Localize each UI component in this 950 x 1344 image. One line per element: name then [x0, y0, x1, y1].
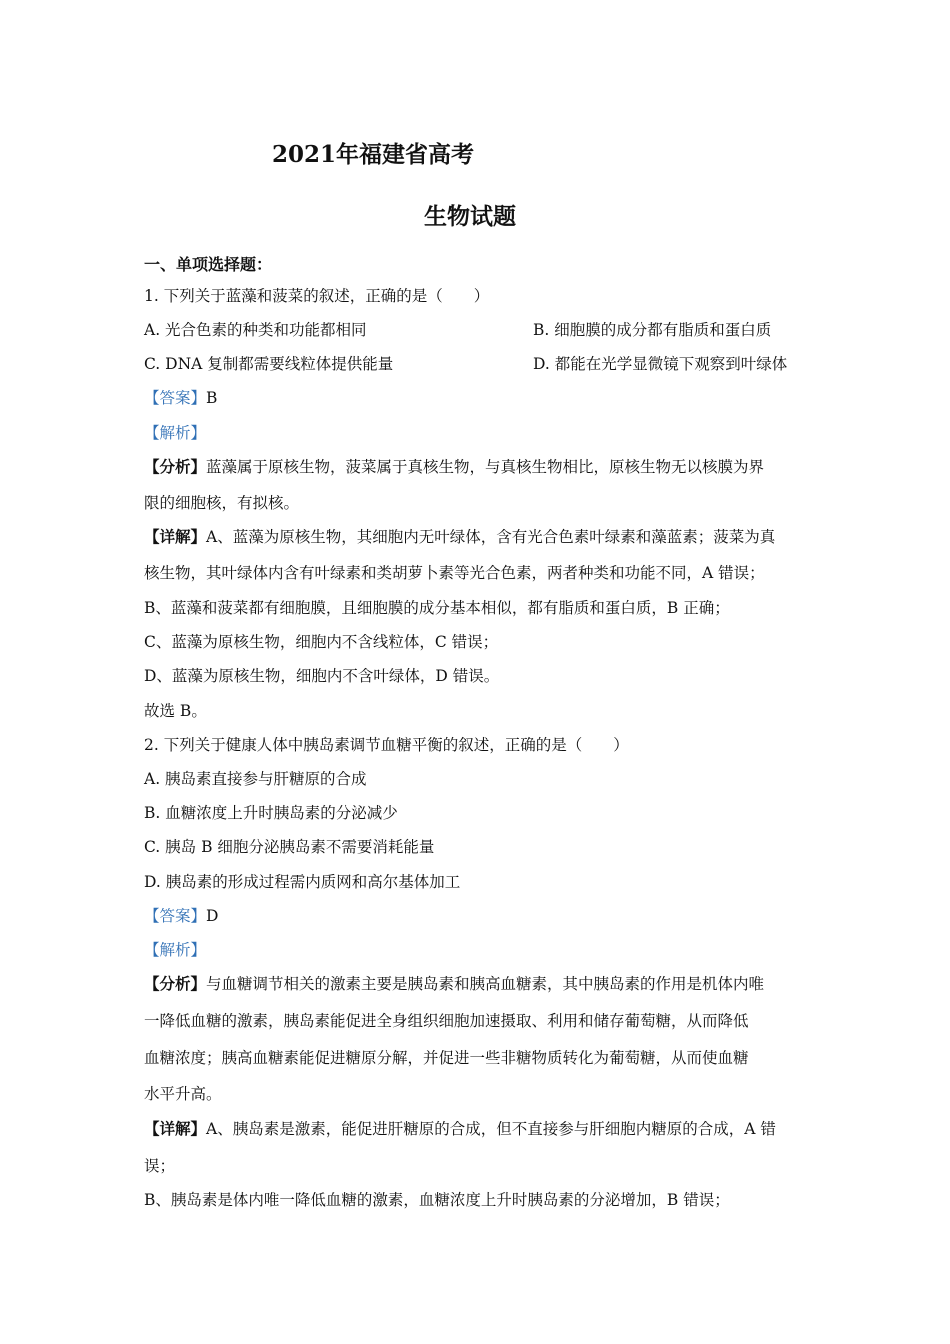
- q2-xiangjie-3: B、胰岛素是体内唯一降低血糖的激素，血糖浓度上升时胰岛素的分泌增加，B 错误；: [144, 1191, 730, 1209]
- q2-option-d: D. 胰岛素的形成过程需内质网和高尔基体加工: [144, 873, 461, 891]
- q1-stem: 1. 下列关于蓝藻和菠菜的叙述，正确的是（ ）: [144, 287, 490, 305]
- q1-xiangjie-5: D、蓝藻为原核生物，细胞内不含叶绿体，D 错误。: [144, 667, 500, 685]
- q1-fenxi-1: 【分析】蓝藻属于原核生物，菠菜属于真核生物，与真核生物相比，原核生物无以核膜为界: [144, 457, 765, 476]
- answer-value: D: [206, 907, 219, 925]
- q2-xiangjie-2: 误；: [144, 1157, 176, 1175]
- q2-fenxi-2: 一降低血糖的激素，胰岛素能促进全身组织细胞加速摄取、利用和储存葡萄糖，从而降低: [144, 1012, 749, 1030]
- q1-xiangjie-2: 核生物，其叶绿体内含有叶绿素和类胡萝卜素等光合色素，两者种类和功能不同，A 错误；: [144, 564, 765, 582]
- q1-option-a: A. 光合色素的种类和功能都相同: [144, 321, 367, 339]
- q2-analysis-tag: 【解析】: [144, 941, 207, 959]
- section-heading: 一、单项选择题：: [144, 255, 273, 274]
- answer-tag: 【答案】: [144, 389, 207, 407]
- q1-xiangjie-3: B、蓝藻和菠菜都有细胞膜，且细胞膜的成分基本相似，都有脂质和蛋白质，B 正确；: [144, 599, 730, 617]
- q2-option-a: A. 胰岛素直接参与肝糖原的合成: [144, 770, 367, 788]
- q2-xiangjie-1: 【详解】A、胰岛素是激素，能促进肝糖原的合成，但不直接参与肝细胞内糖原的合成，A 错: [144, 1119, 776, 1138]
- q1-option-c: C. DNA 复制都需要线粒体提供能量: [144, 355, 394, 373]
- exam-subject: 生物试题: [424, 203, 516, 230]
- q1-analysis-tag: 【解析】: [144, 424, 207, 442]
- answer-tag: 【答案】: [144, 907, 207, 925]
- exam-title: 2021年福建省高考: [272, 141, 475, 168]
- q2-option-c: C. 胰岛 B 细胞分泌胰岛素不需要消耗能量: [144, 838, 435, 856]
- q1-option-b: B. 细胞膜的成分都有脂质和蛋白质: [533, 321, 772, 339]
- q2-fenxi-4: 水平升高。: [144, 1085, 222, 1103]
- q1-option-d: D. 都能在光学显微镜下观察到叶绿体: [533, 355, 788, 373]
- q1-answer: [144, 387, 217, 409]
- q1-fenxi-2: 限的细胞核，有拟核。: [144, 494, 300, 512]
- q1-xiangjie-1: 【详解】A、蓝藻为原核生物，其细胞内无叶绿体，含有光合色素叶绿素和藻蓝素；菠菜为真: [144, 527, 776, 546]
- q1-conclusion: 故选 B。: [144, 702, 207, 720]
- q2-fenxi-1: 【分析】与血糖调节相关的激素主要是胰岛素和胰高血糖素，其中胰岛素的作用是机体内唯: [144, 974, 765, 993]
- q2-answer: [144, 905, 218, 927]
- q2-option-b: B. 血糖浓度上升时胰岛素的分泌减少: [144, 804, 398, 822]
- q2-fenxi-3: 血糖浓度；胰高血糖素能促进糖原分解，并促进一些非糖物质转化为葡萄糖，从而使血糖: [144, 1049, 749, 1067]
- q1-xiangjie-4: C、蓝藻为原核生物，细胞内不含线粒体，C 错误；: [144, 633, 499, 651]
- q2-stem: 2. 下列关于健康人体中胰岛素调节血糖平衡的叙述，正确的是（ ）: [144, 736, 629, 754]
- answer-value: B: [206, 389, 218, 407]
